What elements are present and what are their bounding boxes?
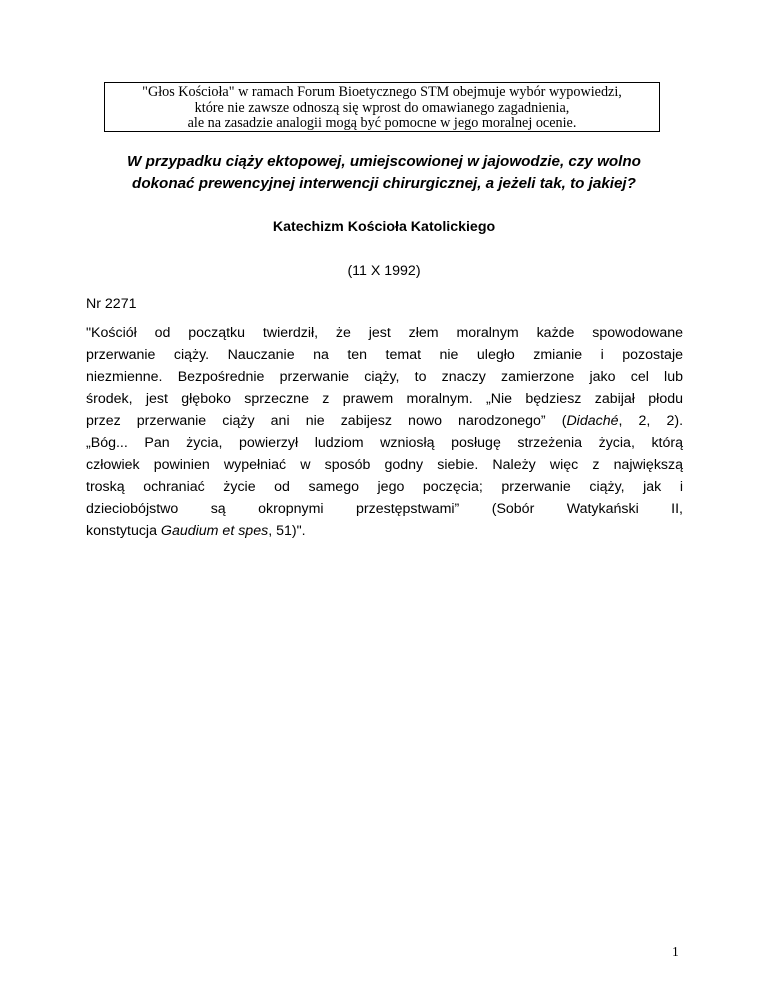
source-date: (11 X 1992) (347, 263, 421, 279)
quote-text: , 2, 2). (618, 413, 684, 429)
quote-text: przez przerwanie ciąży ani nie zabijesz nowo narodzonego” ( (86, 413, 567, 429)
quote-line (86, 322, 683, 344)
quote-text: "Kościół od początku twierdził, że jest złem moralnym każde spowodowane (86, 325, 683, 341)
quote-line (86, 520, 683, 542)
quote-text: człowiek powinien wypełniać w sposób godny siebie. Należy więc z największą (86, 457, 683, 473)
quote-line (86, 344, 683, 366)
quote-line (86, 476, 683, 498)
quote-text: dzieciobójstwo są okropnymi przestępstwami” (Sobór Watykański II, (86, 501, 683, 517)
quote-text: środek, jest głęboko sprzeczne z prawem moralnym. „Nie będziesz zabijał płodu (86, 391, 683, 407)
notice-line: ale na zasadzie analogii mogą być pomocne w jego moralnej ocenie. (187, 115, 577, 131)
quote-paragraph (86, 322, 683, 542)
quote-text: przerwanie ciąży. Nauczanie na ten temat nie uległo zmianie i pozostaje (86, 347, 683, 363)
quote-text: konstytucja (86, 523, 161, 539)
question-heading (86, 151, 682, 195)
quote-text: niezmienne. Bezpośrednie przerwanie ciąży, to znaczy zamierzone jako cel lub (86, 369, 683, 385)
quote-line (86, 498, 683, 520)
quote-text: troską ochraniać życie od samego jego poczęcia; przerwanie ciąży, jak i (86, 479, 683, 495)
notice-line: które nie zawsze odnoszą się wprost do omawianego zagadnienia, (194, 99, 570, 116)
quote-line (86, 388, 683, 410)
quote-line (86, 410, 683, 432)
quote-citation-italic: Gaudium et spes (160, 523, 269, 539)
source-title: Katechizm Kościoła Katolickiego (272, 219, 496, 235)
quote-line (86, 366, 683, 388)
question-line: W przypadku ciąży ektopowej, umiejscowionej w jajowodzie, czy wolno (127, 153, 641, 170)
notice-line: "Głos Kościoła" w ramach Forum Bioetycznego STM obejmuje wybór wypowiedzi, (142, 84, 622, 100)
quote-line (86, 432, 683, 454)
section-number: Nr 2271 (86, 296, 137, 312)
page-number: 1 (672, 944, 679, 959)
quote-citation-italic: Didaché (566, 413, 619, 429)
quote-text: , 51)". (268, 523, 306, 539)
question-line: dokonać prewencyjnej interwencji chirurgicznej, a jeżeli tak, to jakiej? (132, 175, 636, 192)
quote-text: „Bóg... Pan życia, powierzył ludziom wzniosłą posługę strzeżenia życia, którą (86, 435, 683, 451)
notice-box (104, 82, 660, 132)
quote-line (86, 454, 683, 476)
